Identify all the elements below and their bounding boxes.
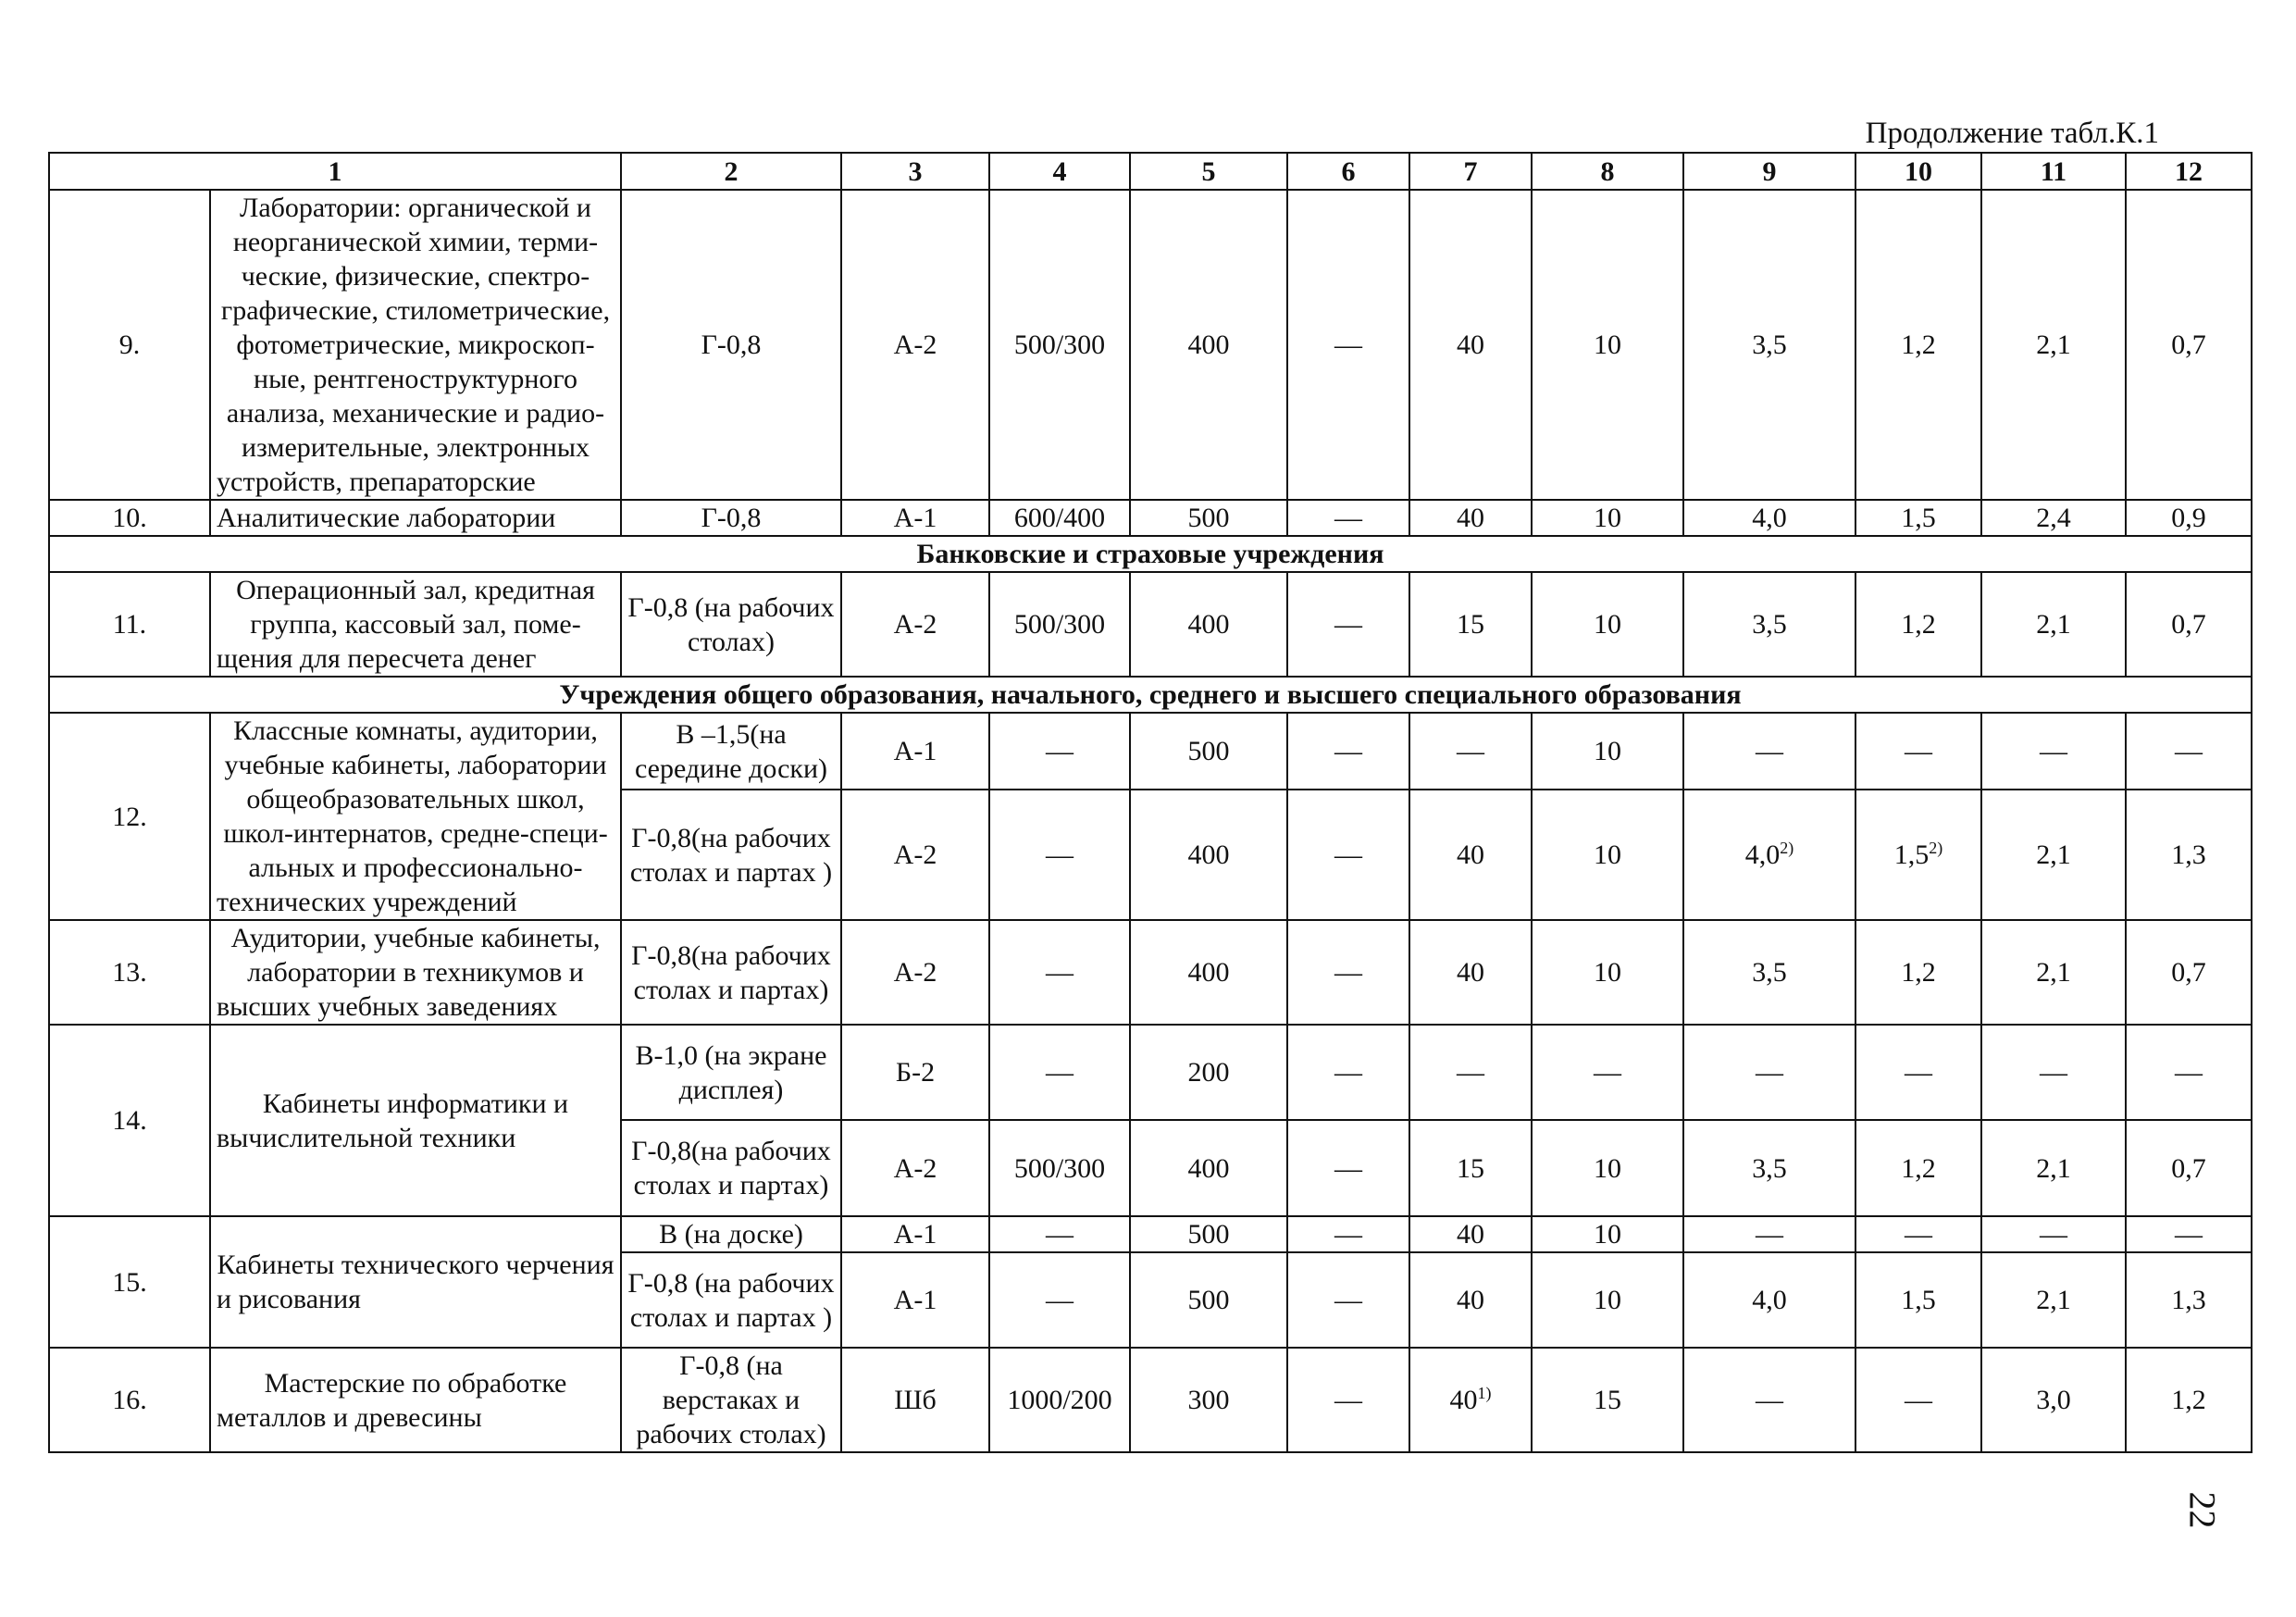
value-cell-c11 xyxy=(1981,920,2126,1025)
value-text: 10 xyxy=(1594,840,1621,871)
value-cell-c5 xyxy=(1130,572,1287,677)
value-text: 1,3 xyxy=(2171,840,2206,871)
table-row xyxy=(49,920,2252,1025)
column-number: 10 xyxy=(1855,153,1981,190)
value-text: 10 xyxy=(1594,330,1621,360)
value-text: 2,4 xyxy=(2036,503,2071,533)
row-number: 14. xyxy=(49,1025,210,1216)
value-cell-c10 xyxy=(1855,790,1981,920)
value-cell-c8 xyxy=(1532,190,1683,500)
value-text: — xyxy=(1046,1219,1074,1250)
value-text: 2,1 xyxy=(2036,1152,2071,1184)
value-cell-c11 xyxy=(1981,572,2126,677)
value-text: 1000/200 xyxy=(1007,1385,1112,1415)
room-name: Аудитории, учебные кабинеты, лаборатории в техникумов и высших учебных заведениях xyxy=(210,920,621,1025)
value-cell-c11 xyxy=(1981,1216,2126,1252)
value-text: 0,7 xyxy=(2171,330,2206,360)
value-text: 3,5 xyxy=(1752,957,1787,988)
value-text: — xyxy=(1046,840,1074,871)
value-cell-c4 xyxy=(989,500,1130,536)
value-cell-c7 xyxy=(1409,1252,1532,1348)
value-text: — xyxy=(1334,736,1362,767)
value-cell-c6 xyxy=(1287,713,1409,790)
value-text: 500/300 xyxy=(1013,1152,1106,1184)
value-text: — xyxy=(1756,1219,1783,1250)
value-cell-c9 xyxy=(1683,1025,1855,1120)
row-number: 15. xyxy=(49,1216,210,1348)
value-cell-c9 xyxy=(1683,572,1855,677)
value-cell-c3 xyxy=(841,920,989,1025)
illumination-plane-cell: Г-0,8(на рабочих столах и партах) xyxy=(621,1120,841,1216)
value-cell-c9 xyxy=(1683,500,1855,536)
value-text: — xyxy=(2175,736,2203,767)
row-number: 11. xyxy=(49,572,210,677)
value-text: 10 xyxy=(1594,503,1621,533)
value-text: — xyxy=(2040,736,2067,767)
value-text: А-1 xyxy=(893,736,937,767)
value-text: — xyxy=(1334,503,1362,533)
value-cell-c4 xyxy=(989,1216,1130,1252)
value-text: 500/300 xyxy=(1013,609,1106,640)
value-text: — xyxy=(1457,1057,1484,1088)
room-name: Кабинеты технического черчения и рисования xyxy=(210,1216,621,1348)
column-number: 6 xyxy=(1287,153,1409,190)
value-cell-c6 xyxy=(1287,1120,1409,1216)
value-cell-c3 xyxy=(841,1120,989,1216)
value-cell-c8 xyxy=(1532,1216,1683,1252)
value-text: 600/400 xyxy=(1013,503,1106,533)
illumination-plane-cell: В (на доске) xyxy=(621,1216,841,1252)
value-cell-c7 xyxy=(1409,790,1532,920)
value-cell-c12 xyxy=(2126,1025,2252,1120)
value-cell-c11 xyxy=(1981,190,2126,500)
value-text: 3,0 xyxy=(2036,1385,2071,1415)
value-cell-c8 xyxy=(1532,790,1683,920)
value-text: 0,7 xyxy=(2171,609,2206,640)
value-cell-c12 xyxy=(2126,500,2252,536)
value-text: 4,0 xyxy=(1744,840,1781,871)
value-text: 0,7 xyxy=(2171,1152,2206,1184)
column-number: 8 xyxy=(1532,153,1683,190)
column-number: 1 xyxy=(49,153,621,190)
value-text: 500 xyxy=(1187,503,1230,533)
value-text: 10 xyxy=(1594,957,1621,988)
value-text: А-2 xyxy=(893,330,937,360)
row-number: 13. xyxy=(49,920,210,1025)
value-cell-c12 xyxy=(2126,713,2252,790)
value-text: — xyxy=(1334,957,1362,988)
value-text: 2,1 xyxy=(2036,1285,2071,1315)
value-cell-c3 xyxy=(841,500,989,536)
value-text: 10 xyxy=(1594,1285,1621,1315)
value-text: 4,0 xyxy=(1752,503,1787,533)
value-text: 10 xyxy=(1594,609,1621,640)
value-text: 1,2 xyxy=(2171,1385,2206,1415)
value-text: 0,7 xyxy=(2171,957,2206,988)
table-row xyxy=(49,1025,2252,1120)
value-text: 200 xyxy=(1187,1057,1230,1088)
illumination-plane-cell: В –1,5(на середине доски) xyxy=(621,713,841,790)
value-cell-c10 xyxy=(1855,1025,1981,1120)
value-text: 1,3 xyxy=(2171,1285,2206,1315)
value-text: 1,5 xyxy=(1901,1285,1936,1315)
column-number: 5 xyxy=(1130,153,1287,190)
value-cell-c9 xyxy=(1683,1216,1855,1252)
value-text: 3,5 xyxy=(1752,1152,1787,1184)
value-cell-c10 xyxy=(1855,1120,1981,1216)
value-cell-c11 xyxy=(1981,1025,2126,1120)
illumination-plane-cell: Г-0,8(на рабочих столах и партах ) xyxy=(621,790,841,920)
value-cell-c12 xyxy=(2126,1252,2252,1348)
value-text: 40 xyxy=(1457,840,1484,871)
value-text: 4,0 xyxy=(1752,1285,1787,1315)
value-cell-c11 xyxy=(1981,1252,2126,1348)
value-text: 10 xyxy=(1594,1152,1621,1184)
value-cell-c9 xyxy=(1683,1252,1855,1348)
value-cell-c10 xyxy=(1855,572,1981,677)
value-cell-c4 xyxy=(989,190,1130,500)
footnote-mark: 2) xyxy=(1929,839,1943,858)
value-text: 40 xyxy=(1457,330,1484,360)
value-text: — xyxy=(1046,736,1074,767)
value-text: 3,5 xyxy=(1752,609,1787,640)
value-text: 300 xyxy=(1187,1385,1230,1415)
value-text: — xyxy=(1334,1385,1362,1415)
room-name: Кабинеты информатики и вычислительной техники xyxy=(210,1025,621,1216)
value-cell-c10 xyxy=(1855,1216,1981,1252)
value-cell-c7 xyxy=(1409,920,1532,1025)
section-row xyxy=(49,536,2252,572)
value-cell-c7 xyxy=(1409,1025,1532,1120)
section-title: Банковские и страховые учреждения xyxy=(49,536,2252,572)
value-text: 0,9 xyxy=(2171,503,2206,533)
value-cell-c9 xyxy=(1683,190,1855,500)
value-text: 500 xyxy=(1187,1285,1230,1315)
value-cell-c7 xyxy=(1409,190,1532,500)
value-cell-c4 xyxy=(989,1348,1130,1452)
value-cell-c12 xyxy=(2126,1120,2252,1216)
value-cell-c8 xyxy=(1532,1025,1683,1120)
value-text: — xyxy=(1905,736,1932,767)
value-text: А-2 xyxy=(893,1152,937,1184)
value-cell-c8 xyxy=(1532,500,1683,536)
section-row xyxy=(49,677,2252,713)
page-number: 22 xyxy=(2181,1491,2224,1529)
value-text: 1,2 xyxy=(1901,1152,1936,1184)
value-text: А-2 xyxy=(893,609,937,640)
column-number: 11 xyxy=(1981,153,2126,190)
value-cell-c4 xyxy=(989,920,1130,1025)
column-number: 3 xyxy=(841,153,989,190)
value-text: — xyxy=(1756,1385,1783,1415)
value-text: — xyxy=(1334,1152,1362,1184)
value-cell-c4 xyxy=(989,790,1130,920)
value-cell-c3 xyxy=(841,1216,989,1252)
value-cell-c9 xyxy=(1683,1348,1855,1452)
value-cell-c6 xyxy=(1287,920,1409,1025)
value-cell-c6 xyxy=(1287,572,1409,677)
value-text: 2,1 xyxy=(2036,609,2071,640)
footnote-mark: 2) xyxy=(1780,839,1794,858)
value-cell-c12 xyxy=(2126,572,2252,677)
value-text: — xyxy=(2040,1057,2067,1088)
value-text: 2,1 xyxy=(2036,957,2071,988)
value-cell-c9 xyxy=(1683,713,1855,790)
value-cell-c3 xyxy=(841,1025,989,1120)
value-text: 3,5 xyxy=(1752,330,1787,360)
value-cell-c3 xyxy=(841,572,989,677)
value-text: Шб xyxy=(894,1385,937,1415)
value-cell-c12 xyxy=(2126,790,2252,920)
value-text: 1,2 xyxy=(1901,957,1936,988)
value-cell-c11 xyxy=(1981,790,2126,920)
table-row xyxy=(49,1348,2252,1452)
value-cell-c5 xyxy=(1130,920,1287,1025)
value-cell-c5 xyxy=(1130,1252,1287,1348)
table-row xyxy=(49,1216,2252,1252)
value-text: 1,2 xyxy=(1901,330,1936,360)
value-text: 10 xyxy=(1594,1219,1621,1250)
value-text: 400 xyxy=(1187,957,1230,988)
value-text: 15 xyxy=(1457,1152,1484,1184)
value-text: 40 xyxy=(1457,957,1484,988)
value-text: 2,1 xyxy=(2036,840,2071,871)
footnote-mark: 1) xyxy=(1477,1384,1492,1402)
row-number: 10. xyxy=(49,500,210,536)
value-cell-c12 xyxy=(2126,190,2252,500)
illumination-plane-cell: Г-0,8 xyxy=(621,500,841,536)
column-number: 4 xyxy=(989,153,1130,190)
value-cell-c9 xyxy=(1683,1120,1855,1216)
value-text: — xyxy=(1046,957,1074,988)
value-text: — xyxy=(1334,1285,1362,1315)
value-cell-c9 xyxy=(1683,790,1855,920)
value-cell-c10 xyxy=(1855,920,1981,1025)
value-text: 1,5 xyxy=(1901,503,1936,533)
value-cell-c5 xyxy=(1130,190,1287,500)
value-text: — xyxy=(1905,1385,1932,1415)
value-cell-c10 xyxy=(1855,190,1981,500)
value-text: 40 xyxy=(1457,503,1484,533)
value-cell-c7 xyxy=(1409,1216,1532,1252)
value-text: А-1 xyxy=(893,503,937,533)
value-text: — xyxy=(1457,736,1484,767)
value-text: — xyxy=(1334,840,1362,871)
value-cell-c4 xyxy=(989,1252,1130,1348)
value-cell-c8 xyxy=(1532,1120,1683,1216)
value-text: — xyxy=(1756,736,1783,767)
illumination-plane-cell: Г-0,8 (на верстаках и рабочих столах) xyxy=(621,1348,841,1452)
value-cell-c3 xyxy=(841,713,989,790)
value-cell-c12 xyxy=(2126,920,2252,1025)
value-text: — xyxy=(1594,1057,1621,1088)
illumination-plane-cell: В-1,0 (на экране дисплея) xyxy=(621,1025,841,1120)
value-cell-c5 xyxy=(1130,1348,1287,1452)
value-cell-c6 xyxy=(1287,1348,1409,1452)
illumination-plane-cell: Г-0,8 (на рабочих столах и партах ) xyxy=(621,1252,841,1348)
value-cell-c7 xyxy=(1409,572,1532,677)
value-cell-c5 xyxy=(1130,790,1287,920)
value-cell-c5 xyxy=(1130,500,1287,536)
value-cell-c5 xyxy=(1130,1120,1287,1216)
value-cell-c8 xyxy=(1532,920,1683,1025)
value-text: — xyxy=(1905,1057,1932,1088)
value-text: 400 xyxy=(1187,1152,1230,1184)
value-text: А-2 xyxy=(893,840,937,871)
value-cell-c11 xyxy=(1981,1120,2126,1216)
value-cell-c11 xyxy=(1981,1348,2126,1452)
value-cell-c4 xyxy=(989,1025,1130,1120)
value-cell-c6 xyxy=(1287,1025,1409,1120)
value-text: 40 xyxy=(1457,1219,1484,1250)
value-cell-c5 xyxy=(1130,713,1287,790)
value-text: Б-2 xyxy=(895,1057,936,1088)
value-text: 40 xyxy=(1457,1285,1484,1315)
value-cell-c11 xyxy=(1981,713,2126,790)
value-cell-c7 xyxy=(1409,713,1532,790)
value-text: 15 xyxy=(1457,609,1484,640)
table-row xyxy=(49,572,2252,677)
value-cell-c8 xyxy=(1532,572,1683,677)
value-text: — xyxy=(2175,1219,2203,1250)
value-cell-c3 xyxy=(841,190,989,500)
value-cell-c6 xyxy=(1287,500,1409,536)
column-number-row xyxy=(49,153,2252,190)
value-cell-c7 xyxy=(1409,1120,1532,1216)
room-name: Аналитические лаборатории xyxy=(210,500,621,536)
value-text: 500 xyxy=(1187,1219,1230,1250)
value-text: 2,1 xyxy=(2036,330,2071,360)
table-row xyxy=(49,500,2252,536)
value-cell-c4 xyxy=(989,713,1130,790)
value-text: — xyxy=(1046,1057,1074,1088)
value-cell-c3 xyxy=(841,790,989,920)
value-text: 15 xyxy=(1594,1385,1621,1415)
room-name: Лаборатории: органической и неорганической химии, терми-ческие, физические, спектро-графические, стилометрические, фотометрические, микроскоп-ные, рентгеноструктурного анализа, механические и радио-измерительные, электронных устройств, препараторские xyxy=(210,190,621,500)
column-number: 2 xyxy=(621,153,841,190)
value-cell-c6 xyxy=(1287,190,1409,500)
value-text: А-1 xyxy=(893,1219,937,1250)
value-cell-c11 xyxy=(1981,500,2126,536)
value-text: 40 xyxy=(1449,1385,1478,1415)
value-text: 500/300 xyxy=(1013,330,1106,360)
section-title: Учреждения общего образования, начального, среднего и высшего специального образования xyxy=(49,677,2252,713)
room-name: Операционный зал, кредитная группа, кассовый зал, поме-щения для пересчета денег xyxy=(210,572,621,677)
value-text: — xyxy=(1334,609,1362,640)
value-text: — xyxy=(2175,1057,2203,1088)
value-cell-c10 xyxy=(1855,500,1981,536)
value-cell-c6 xyxy=(1287,790,1409,920)
value-text: 500 xyxy=(1187,736,1230,767)
table-row xyxy=(49,713,2252,790)
table-row xyxy=(49,190,2252,500)
value-cell-c8 xyxy=(1532,713,1683,790)
value-cell-c8 xyxy=(1532,1252,1683,1348)
value-cell-c12 xyxy=(2126,1348,2252,1452)
column-number: 9 xyxy=(1683,153,1855,190)
value-text: — xyxy=(2040,1219,2067,1250)
value-text: — xyxy=(1046,1285,1074,1315)
column-number: 7 xyxy=(1409,153,1532,190)
value-text: — xyxy=(1334,1219,1362,1250)
value-cell-c6 xyxy=(1287,1252,1409,1348)
value-cell-c6 xyxy=(1287,1216,1409,1252)
value-cell-c3 xyxy=(841,1252,989,1348)
value-cell-c12 xyxy=(2126,1216,2252,1252)
value-cell-c4 xyxy=(989,572,1130,677)
value-cell-c5 xyxy=(1130,1216,1287,1252)
table-caption: Продолжение табл.К.1 xyxy=(1865,117,2159,150)
value-text: 1,2 xyxy=(1901,609,1936,640)
value-text: 400 xyxy=(1187,840,1230,871)
row-number: 16. xyxy=(49,1348,210,1452)
illumination-plane-cell: Г-0,8(на рабочих столах и партах) xyxy=(621,920,841,1025)
value-text: — xyxy=(1334,1057,1362,1088)
value-cell-c10 xyxy=(1855,1348,1981,1452)
value-text: 10 xyxy=(1594,736,1621,767)
value-cell-c7 xyxy=(1409,500,1532,536)
value-text: А-2 xyxy=(893,957,937,988)
value-text: 400 xyxy=(1187,330,1230,360)
row-number: 12. xyxy=(49,713,210,920)
illumination-plane-cell: Г-0,8 xyxy=(621,190,841,500)
value-cell-c3 xyxy=(841,1348,989,1452)
value-text: 400 xyxy=(1187,609,1230,640)
value-cell-c4 xyxy=(989,1120,1130,1216)
illumination-plane-cell: Г-0,8 (на рабочих столах) xyxy=(621,572,841,677)
value-cell-c5 xyxy=(1130,1025,1287,1120)
column-number: 12 xyxy=(2126,153,2252,190)
room-name: Мастерские по обработке металлов и древесины xyxy=(210,1348,621,1452)
value-text: 1,5 xyxy=(1893,840,1930,871)
value-text: — xyxy=(1334,330,1362,360)
value-cell-c8 xyxy=(1532,1348,1683,1452)
lighting-norms-table xyxy=(48,152,2253,1453)
room-name: Классные комнаты, аудитории, учебные кабинеты, лаборатории общеобразовательных школ, школ-интернатов, средне-специ-альных и профессионально-технических учреждений xyxy=(210,713,621,920)
value-text: — xyxy=(1756,1057,1783,1088)
value-cell-c10 xyxy=(1855,713,1981,790)
value-cell-c10 xyxy=(1855,1252,1981,1348)
row-number: 9. xyxy=(49,190,210,500)
value-cell-c7 xyxy=(1409,1348,1532,1452)
value-text: — xyxy=(1905,1219,1932,1250)
value-cell-c9 xyxy=(1683,920,1855,1025)
value-text: А-1 xyxy=(893,1285,937,1315)
